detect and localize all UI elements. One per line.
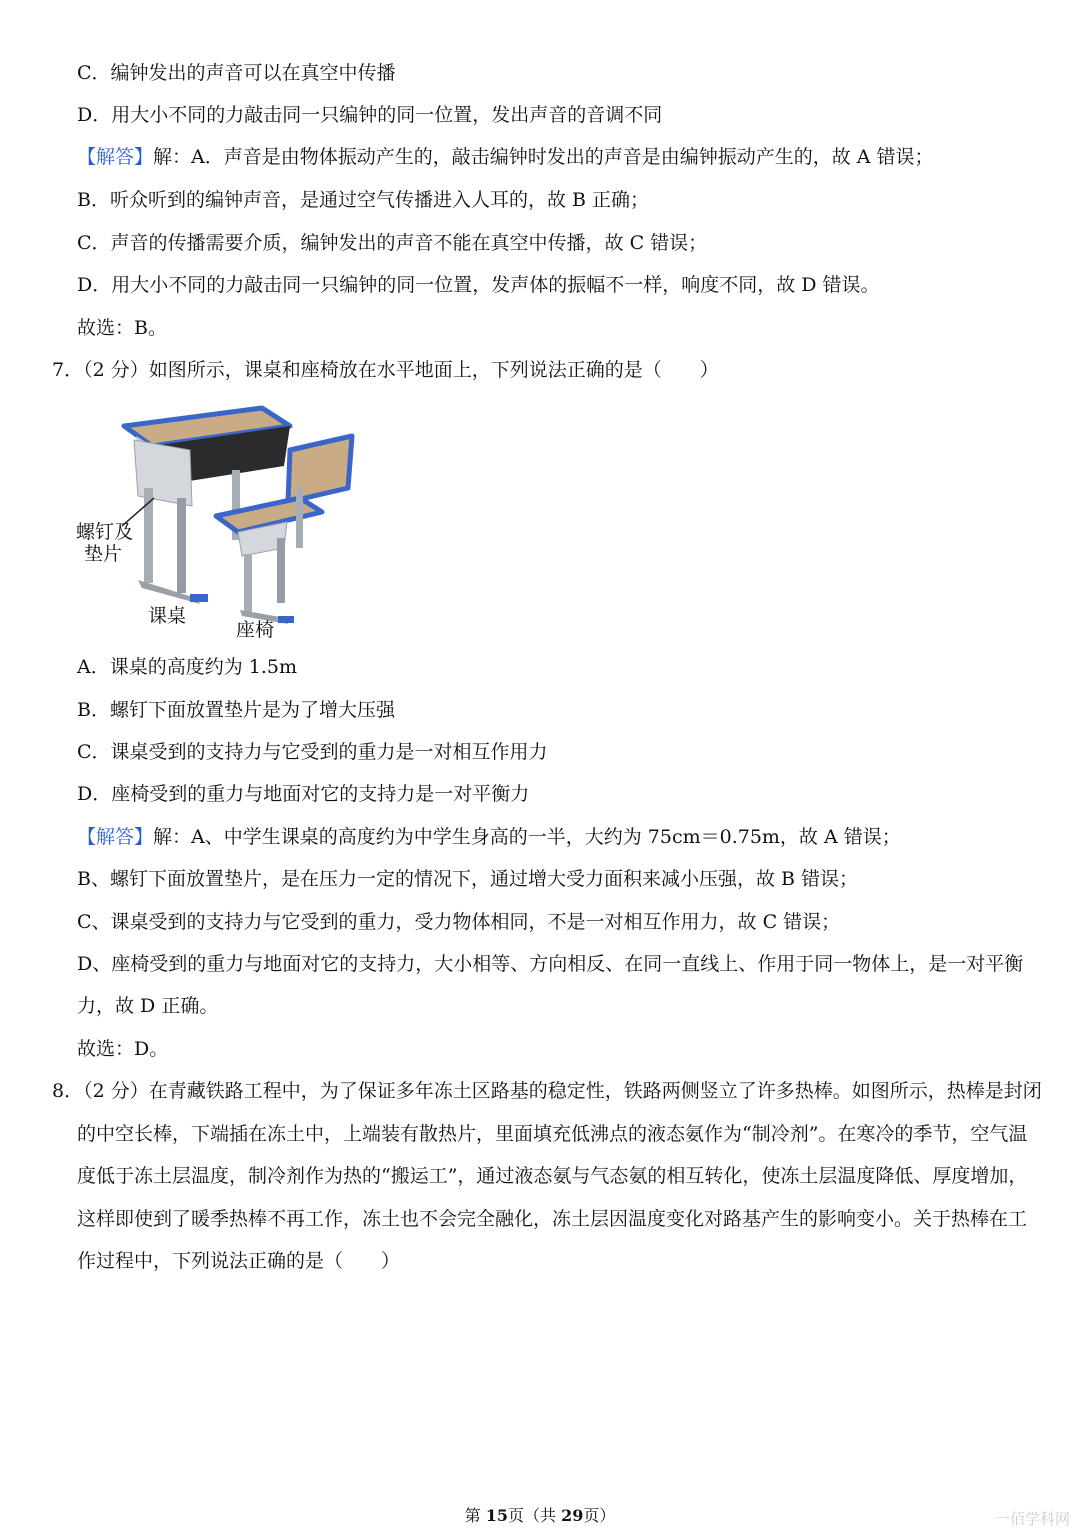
q7-choice: 故选：D。: [77, 1038, 169, 1060]
q7-answer-d-line1: D、座椅受到的重力与地面对它的支持力，大小相等、方向相反、在同一直线上、作用于同一物体上，是一对平衡: [77, 953, 1024, 975]
q6-answer-d: D．用大小不同的力敲击同一只编钟的同一位置，发声体的振幅不一样，响度不同，故 D 错误。: [77, 274, 880, 296]
q7-stem: 7．（2 分）如图所示，课桌和座椅放在水平地面上，下列说法正确的是（ ）: [52, 359, 719, 381]
q6-option-c: C．编钟发出的声音可以在真空中传播: [77, 62, 396, 84]
q6-answer-a: 解：A．声音是由物体振动产生的，敲击编钟时发出的声音是由编钟振动产生的，故 A 错误；: [153, 146, 934, 168]
q6-option-d: D．用大小不同的力敲击同一只编钟的同一位置，发出声音的音调不同: [77, 104, 663, 126]
footer-middle: 页（共: [507, 1506, 562, 1525]
figure-label-screw-line1: 螺钉及: [76, 521, 134, 543]
q7-option-a: A．课桌的高度约为 1.5m: [77, 656, 297, 678]
figure-label-chair: 座椅: [236, 619, 275, 641]
q7-answer-a-line: [77, 824, 901, 850]
footer-total-pages: 29: [561, 1506, 584, 1525]
q6-choice: 故选：B。: [77, 317, 167, 339]
figure-label-desk: 课桌: [148, 605, 187, 627]
q8-line2: 的中空长棒，下端插在冻土中，上端装有散热片，里面填充低沸点的液态氨作为“制冷剂”。在寒冷的季节，空气温: [77, 1123, 1028, 1145]
q6-answer-c: C．声音的传播需要介质，编钟发出的声音不能在真空中传播，故 C 错误；: [77, 232, 708, 254]
desk-chair-figure: [72, 388, 362, 643]
q8-line1: 8．（2 分）在青藏铁路工程中，为了保证多年冻土区路基的稳定性，铁路两侧竖立了许多热棒。如图所示，热棒是封闭: [52, 1080, 1042, 1102]
q6-answer-a-line: [77, 144, 934, 170]
q7-option-b: B．螺钉下面放置垫片是为了增大压强: [77, 699, 395, 721]
answer-tag: 【解答】: [77, 826, 154, 848]
q7-answer-a: 解：A、中学生课桌的高度约为中学生身高的一半，大约为 75cm＝0.75m，故 A 错误；: [153, 826, 901, 848]
figure-label-screw-line2: 垫片: [84, 543, 123, 565]
q7-option-d: D．座椅受到的重力与地面对它的支持力是一对平衡力: [77, 783, 530, 805]
page-footer: [0, 1505, 1080, 1527]
q6-answer-b: B．听众听到的编钟声音，是通过空气传播进入人耳的，故 B 正确；: [77, 189, 650, 211]
q8-line3: 度低于冻土层温度，制冷剂作为热的“搬运工”，通过液态氨与气态氨的相互转化，使冻土层温度降低、厚度增加，: [77, 1165, 1028, 1187]
q8-line5: 作过程中，下列说法正确的是（ ）: [77, 1250, 401, 1272]
watermark: 一佰学科网: [994, 1510, 1070, 1528]
footer-suffix: 页）: [583, 1506, 616, 1525]
q7-option-c: C．课桌受到的支持力与它受到的重力是一对相互作用力: [77, 741, 548, 763]
q7-answer-b: B、螺钉下面放置垫片，是在压力一定的情况下，通过增大受力面积来减小压强，故 B 错误；: [77, 868, 859, 890]
q7-answer-c: C、课桌受到的支持力与它受到的重力，受力物体相同，不是一对相互作用力，故 C 错误；: [77, 911, 841, 933]
footer-page-number: 15: [485, 1506, 508, 1525]
footer-prefix: 第: [464, 1506, 486, 1525]
desk-chair-illustration: [72, 388, 362, 643]
answer-tag: 【解答】: [77, 146, 154, 168]
q8-line4: 这样即使到了暖季热棒不再工作，冻土也不会完全融化，冻土层因温度变化对路基产生的影响变小。关于热棒在工: [77, 1208, 1028, 1230]
q7-answer-d-line2: 力，故 D 正确。: [77, 995, 219, 1017]
